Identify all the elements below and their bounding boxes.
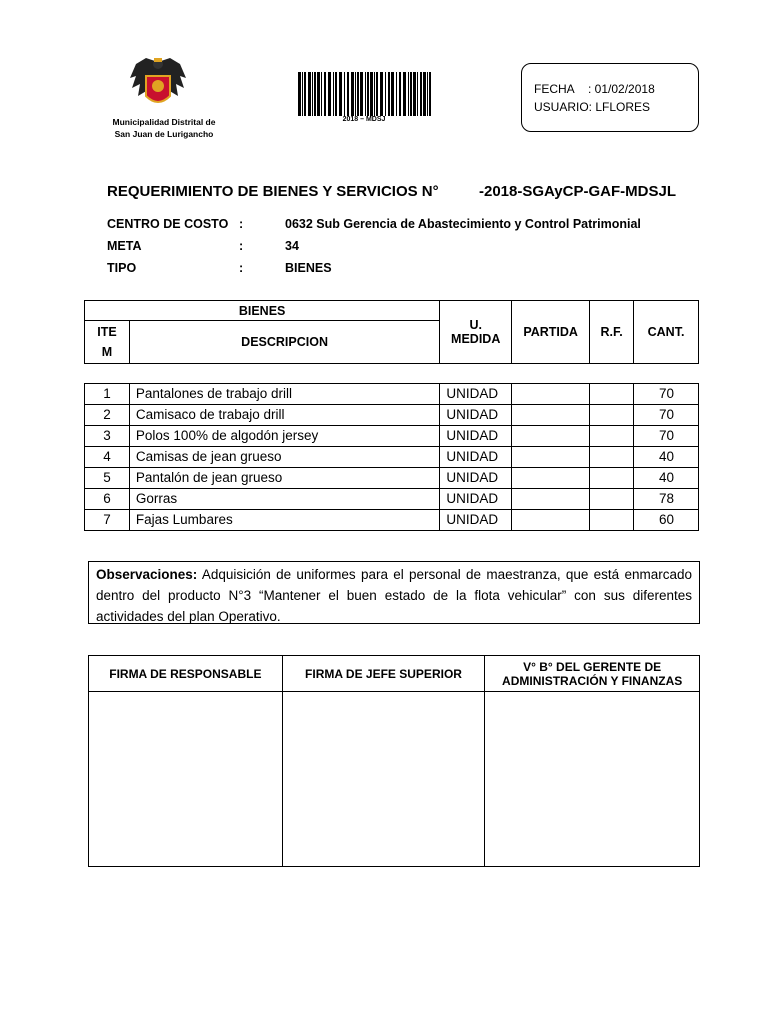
barcode-image (296, 72, 432, 116)
header-partida: PARTIDA (512, 301, 590, 364)
item-rf (590, 426, 634, 447)
meta-label-meta: META (107, 239, 142, 253)
meta-sep: : (239, 261, 244, 275)
item-number: 6 (85, 489, 130, 510)
header-bienes: BIENES (85, 301, 440, 321)
item-description: Pantalones de trabajo drill (129, 384, 439, 405)
date-user-box (521, 63, 699, 132)
header-descripcion: DESCRIPCION (129, 321, 439, 364)
fecha-label: FECHA (534, 82, 575, 96)
item-description: Camisaco de trabajo drill (129, 405, 439, 426)
item-description: Camisas de jean grueso (129, 447, 439, 468)
item-unit: UNIDAD (440, 510, 512, 531)
item-quantity: 40 (634, 447, 699, 468)
table-row (85, 405, 699, 426)
fecha-value: : 01/02/2018 (588, 82, 655, 96)
observations-box (88, 561, 700, 624)
table-row (85, 468, 699, 489)
signature-table (88, 655, 700, 867)
items-table-header (84, 300, 699, 364)
item-partida (512, 447, 590, 468)
signature-area-responsable (89, 692, 283, 867)
item-description: Gorras (129, 489, 439, 510)
table-row (85, 447, 699, 468)
barcode-caption: 2018 – MDSJ (342, 116, 386, 123)
usuario-value: LFLORES (595, 100, 651, 114)
signature-area-jefe-superior (282, 692, 485, 867)
meta-value-meta: 34 (285, 239, 299, 253)
header-unidad-medida: U. MEDIDA (440, 301, 512, 364)
municipality-name: Municipalidad Distrital de San Juan de Lurigancho (112, 117, 216, 139)
municipality-crest-icon (128, 56, 188, 114)
item-partida (512, 510, 590, 531)
meta-sep: : (239, 217, 244, 231)
observations-text: Adquisición de uniformes para el personal de maestranza, que está enmarcado dentro del producto N°3 “Mantener el buen estado de la flota vehicular” con sus diferentes actividades del plan Operativo. (96, 567, 692, 624)
usuario-label: USUARIO: (534, 100, 593, 114)
table-row (85, 426, 699, 447)
item-rf (590, 447, 634, 468)
items-table (84, 383, 699, 531)
item-unit: UNIDAD (440, 384, 512, 405)
item-number: 3 (85, 426, 130, 447)
item-quantity: 70 (634, 405, 699, 426)
item-partida (512, 489, 590, 510)
document-number-suffix: -2018-SGAyCP-GAF-MDSJL (479, 183, 676, 200)
signature-header-gerente: V° B° DEL GERENTE DE ADMINISTRACIÓN Y FINANZAS (485, 656, 700, 692)
meta-label-centro-costo: CENTRO DE COSTO (107, 217, 229, 231)
item-quantity: 40 (634, 468, 699, 489)
meta-sep: : (239, 239, 244, 253)
item-partida (512, 405, 590, 426)
item-quantity: 78 (634, 489, 699, 510)
item-unit: UNIDAD (440, 405, 512, 426)
item-number: 5 (85, 468, 130, 489)
item-number: 1 (85, 384, 130, 405)
item-rf (590, 405, 634, 426)
table-row (85, 510, 699, 531)
item-quantity: 70 (634, 426, 699, 447)
item-partida (512, 468, 590, 489)
item-rf (590, 384, 634, 405)
document-title: REQUERIMIENTO DE BIENES Y SERVICIOS N° (107, 183, 439, 200)
header-item: ITE M (85, 321, 130, 364)
item-number: 2 (85, 405, 130, 426)
item-number: 7 (85, 510, 130, 531)
signature-area-gerente (485, 692, 700, 867)
observations-label: Observaciones: (96, 567, 198, 582)
meta-label-tipo: TIPO (107, 261, 137, 275)
item-partida (512, 426, 590, 447)
item-unit: UNIDAD (440, 468, 512, 489)
meta-value-centro-costo: 0632 Sub Gerencia de Abastecimiento y Control Patrimonial (285, 217, 641, 231)
meta-value-tipo: BIENES (285, 261, 332, 275)
item-rf (590, 468, 634, 489)
item-description: Pantalón de jean grueso (129, 468, 439, 489)
item-quantity: 70 (634, 384, 699, 405)
signature-header-jefe-superior: FIRMA DE JEFE SUPERIOR (282, 656, 485, 692)
item-rf (590, 510, 634, 531)
table-row (85, 384, 699, 405)
item-description: Polos 100% de algodón jersey (129, 426, 439, 447)
item-number: 4 (85, 447, 130, 468)
header-rf: R.F. (590, 301, 634, 364)
item-description: Fajas Lumbares (129, 510, 439, 531)
item-unit: UNIDAD (440, 426, 512, 447)
signature-header-responsable: FIRMA DE RESPONSABLE (89, 656, 283, 692)
item-partida (512, 384, 590, 405)
item-unit: UNIDAD (440, 447, 512, 468)
header-cant: CANT. (634, 301, 699, 364)
item-rf (590, 489, 634, 510)
table-row (85, 489, 699, 510)
item-quantity: 60 (634, 510, 699, 531)
item-unit: UNIDAD (440, 489, 512, 510)
